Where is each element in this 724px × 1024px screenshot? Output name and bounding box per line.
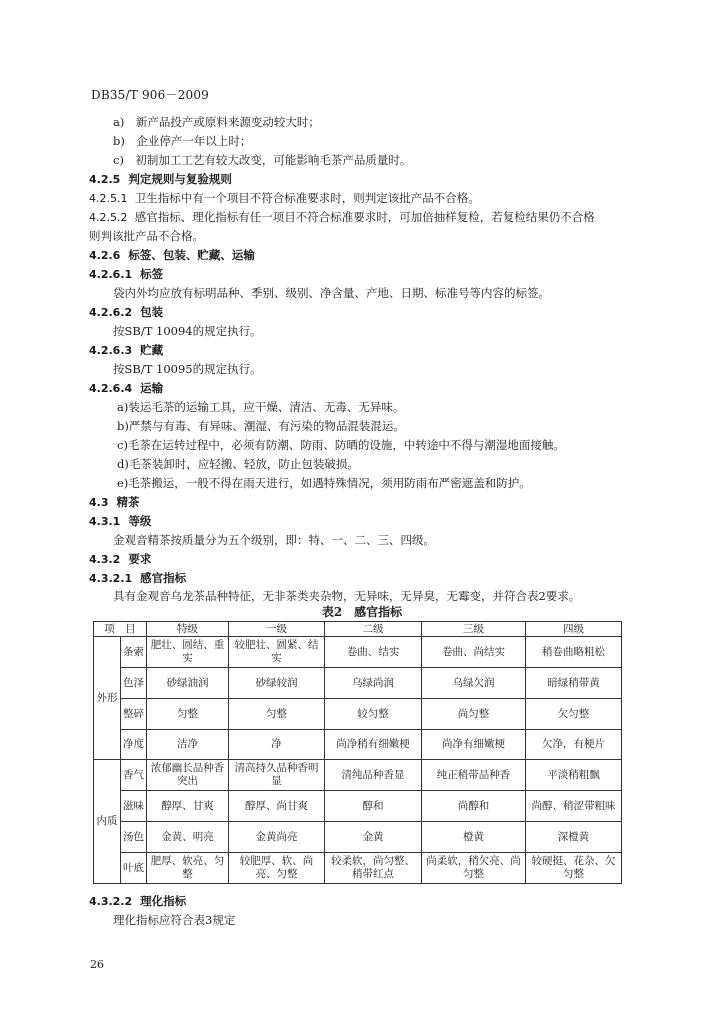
heading-4-3-2-1: 4.3.2.1 感官指标 <box>89 571 187 585</box>
heading-4-3-2-2: 4.3.2.2 理化指标 <box>89 894 187 908</box>
table-cell: 尚醇和 <box>422 791 526 822</box>
table-cell: 清纯品种香显 <box>325 760 422 791</box>
table-cell: 乌绿欠润 <box>422 668 526 699</box>
table-row <box>94 730 622 760</box>
header-grade-2: 二级 <box>325 622 422 637</box>
heading-4-2-6-1: 4.2.6.1 标签 <box>89 267 164 281</box>
table-row <box>94 668 622 699</box>
table-cell: 尚匀整 <box>422 699 526 730</box>
header-grade-1: 一级 <box>229 622 325 637</box>
transport-item-a: a)装运毛茶的运输工具，应干燥、清洁、无毒、无异味。 <box>117 400 405 414</box>
table-cell: 欠匀整 <box>526 699 622 730</box>
table-cell: 金黄、明亮 <box>147 822 229 853</box>
table-cell: 尚醇、稍涩带粗味 <box>526 791 622 822</box>
table-row <box>94 853 622 884</box>
clause-4-2-5-2: 4.2.5.2 感官指标、理化指标有任一项目不符合标准要求时，可加倍抽样复检，若复检结果仍不合格 <box>89 210 595 224</box>
row-label: 香气 <box>121 760 147 791</box>
header-item: 项 目 <box>94 622 147 637</box>
clause-4-2-6-3-text: 按SB/T 10095的规定执行。 <box>113 362 262 376</box>
sensory-index-table <box>93 621 622 884</box>
table-cell: 尚柔软，稍欠亮、尚匀整 <box>422 853 526 884</box>
table-cell: 较肥壮、圆紧、结实 <box>229 637 325 668</box>
table-cell: 洁净 <box>147 730 229 760</box>
table-row <box>94 637 622 668</box>
standard-code: DB35/T 906－2009 <box>91 88 210 102</box>
table-cell: 尚净稍有细嫩梗 <box>325 730 422 760</box>
clause-4-3-2-1-text: 具有金观音乌龙茶品种特征，无非茶类夹杂物，无异味，无异臭，无霉变，并符合表2要求。 <box>113 589 581 603</box>
heading-4-2-6-2: 4.2.6.2 包装 <box>89 305 164 319</box>
table-header-row <box>94 622 622 637</box>
table-cell: 肥厚、软亮、匀整 <box>147 853 229 884</box>
header-grade-4: 四级 <box>526 622 622 637</box>
heading-4-2-5: 4.2.5 判定规则与复验规则 <box>89 172 232 186</box>
list-item-b: b) 企业停产一年以上时； <box>113 134 252 148</box>
table-cell: 浓郁幽长品种香突出 <box>147 760 229 791</box>
row-label: 条索 <box>121 637 147 668</box>
table-row <box>94 760 622 791</box>
list-item-c: c) 初制加工工艺有较大改变，可能影响毛茶产品质量时。 <box>113 153 412 167</box>
row-label: 汤色 <box>121 822 147 853</box>
table-cell: 金黄尚亮 <box>229 822 325 853</box>
table-cell: 卷曲、尚结实 <box>422 637 526 668</box>
table-cell: 尚净有细嫩梗 <box>422 730 526 760</box>
group-appearance: 外形 <box>94 637 121 760</box>
clause-4-2-5-2-cont: 则判该批产品不合格。 <box>89 229 204 243</box>
heading-4-3-2: 4.3.2 要求 <box>89 552 152 566</box>
clause-4-2-6-1-text: 袋内外均应放有标明品种、季别、级别、净含量、产地、日期、标准号等内容的标签。 <box>113 286 550 300</box>
table-cell: 较柔软，尚匀整、稍带红点 <box>325 853 422 884</box>
table-cell: 匀整 <box>229 699 325 730</box>
group-intrinsic: 内质 <box>94 760 121 884</box>
clause-4-2-5-1: 4.2.5.1 卫生指标中有一个项目不符合标准要求时，则判定该批产品不合格。 <box>89 191 480 205</box>
table-cell: 肥壮、圆结、重实 <box>147 637 229 668</box>
table-cell: 较肥厚、软、尚亮、匀整 <box>229 853 325 884</box>
table-cell: 金黄 <box>325 822 422 853</box>
table-cell: 醇厚、尚甘爽 <box>229 791 325 822</box>
table-cell: 橙黄 <box>422 822 526 853</box>
table-row <box>94 822 622 853</box>
clause-4-2-6-2-text: 按SB/T 10094的规定执行。 <box>113 324 262 338</box>
table-cell: 平淡稍粗飘 <box>526 760 622 791</box>
table-cell: 匀整 <box>147 699 229 730</box>
clause-4-3-2-2-text: 理化指标应符合表3规定 <box>113 913 236 927</box>
table-cell: 醇厚、甘爽 <box>147 791 229 822</box>
row-label: 净度 <box>121 730 147 760</box>
row-label: 滋味 <box>121 791 147 822</box>
heading-4-2-6-3: 4.2.6.3 贮藏 <box>89 343 164 357</box>
heading-4-2-6: 4.2.6 标签、包装、贮藏、运输 <box>89 248 255 262</box>
row-label: 色泽 <box>121 668 147 699</box>
heading-4-3: 4.3 精茶 <box>89 495 140 509</box>
table-cell: 清高持久品种香明显 <box>229 760 325 791</box>
table-cell: 砂绿油润 <box>147 668 229 699</box>
heading-4-2-6-4: 4.2.6.4 运输 <box>89 381 164 395</box>
row-label: 整碎 <box>121 699 147 730</box>
table-cell: 卷曲、结实 <box>325 637 422 668</box>
table-cell: 醇和 <box>325 791 422 822</box>
page-number: 26 <box>90 958 104 971</box>
table-cell: 净 <box>229 730 325 760</box>
header-grade-special: 特级 <box>147 622 229 637</box>
transport-item-b: b)严禁与有毒、有异味、潮湿、有污染的物品混装混运。 <box>117 419 405 433</box>
table-caption: 表2 感官指标 <box>321 605 403 619</box>
table-cell: 纯正稍带品种香 <box>422 760 526 791</box>
table-cell: 稍卷曲略粗松 <box>526 637 622 668</box>
list-item-a: a) 新产品投产或原料来源变动较大时； <box>113 115 320 129</box>
transport-item-c: c)毛茶在运转过程中，必须有防潮、防雨、防晒的设施，中转途中不得与潮湿地面接触。 <box>117 438 565 452</box>
transport-item-d: d)毛茶装卸时，应轻搬、轻放，防止包装破损。 <box>117 457 359 471</box>
header-grade-3: 三级 <box>422 622 526 637</box>
table-cell: 较匀整 <box>325 699 422 730</box>
table-row <box>94 791 622 822</box>
row-label: 叶底 <box>121 853 147 884</box>
clause-4-3-1-text: 金观音精茶按质量分为五个级别，即：特、一、二、三、四级。 <box>113 533 435 547</box>
table-cell: 较硬挺、花杂、欠匀整 <box>526 853 622 884</box>
transport-item-e: e)毛茶搬运，一般不得在雨天进行，如遇特殊情况，须用防雨布严密遮盖和防护。 <box>117 476 531 490</box>
table-cell: 砂绿较润 <box>229 668 325 699</box>
table-cell: 暗绿稍带黄 <box>526 668 622 699</box>
table-cell: 欠净，有梗片 <box>526 730 622 760</box>
table-cell: 乌绿尚润 <box>325 668 422 699</box>
heading-4-3-1: 4.3.1 等级 <box>89 514 152 528</box>
table-row <box>94 699 622 730</box>
table-cell: 深橙黄 <box>526 822 622 853</box>
